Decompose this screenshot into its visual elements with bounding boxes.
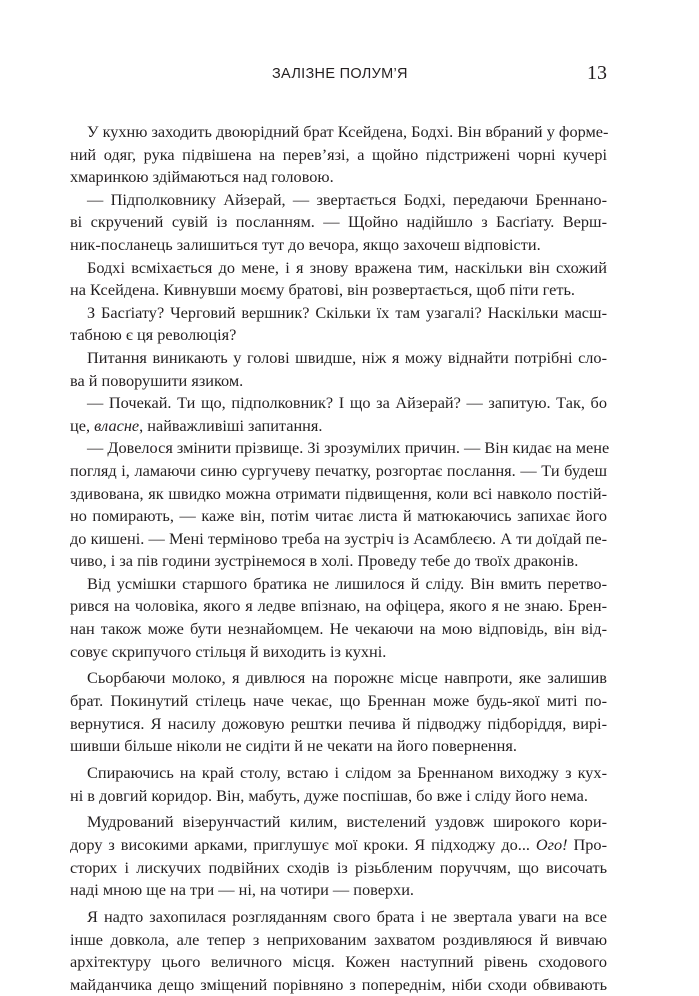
page-number: 13 xyxy=(587,62,607,84)
running-title: ЗАЛІЗНЕ ПОЛУМ’Я xyxy=(272,66,408,82)
body-text xyxy=(70,121,610,996)
text-line: чиво, і за пів години зустрінемося в холі. Проведу тебе до твоїх драконів. xyxy=(70,551,579,571)
text-line: ві скручений сувій із посланням. — Щойно надійшло з Басґіату. Верш- xyxy=(70,212,607,232)
paragraph xyxy=(70,667,607,757)
paragraph xyxy=(70,762,607,807)
text-line: Від усмішки старшого братика не лишилося й сліду. Він вмить перетво- xyxy=(87,573,607,593)
text-line: З Басґіату? Черговий вершник? Скільки їх там узагалі? Наскільки масш- xyxy=(87,302,607,322)
paragraph xyxy=(70,121,607,189)
text-line: Спираючись на край столу, встаю і слідом за Бреннаном виходжу з кух- xyxy=(87,763,607,782)
text-line: на Ксейдена. Кивнувши моєму братові, він розвертається, щоб піти геть. xyxy=(70,280,575,300)
paragraph xyxy=(70,906,607,996)
paragraph xyxy=(70,437,610,573)
page-header xyxy=(0,64,699,88)
text-line: ний одяг, рука підвішена на перев’язі, а щойно підстрижені чорні кучері xyxy=(70,144,607,164)
text-line: ні в довгий коридор. Він, мабуть, дуже поспішав, бо вже і сліду його нема. xyxy=(70,785,588,805)
text-line: но помирають, — каже він, потім читає листа й матюкаючись запихає його xyxy=(70,506,607,526)
text-line: — Почекай. Ти що, підполковник? І що за Айзерай? — запитую. Так, бо xyxy=(87,393,607,413)
paragraph xyxy=(70,392,607,437)
paragraph xyxy=(70,811,607,901)
paragraph xyxy=(70,302,607,347)
text-line: — Довелося змінити прізвище. Зі зрозумілих причин. — Він кидає на мене xyxy=(87,438,610,458)
text-line: ник-посланець залишиться тут до вечора, якщо захочеш відповісти. xyxy=(70,234,541,254)
text-line: рився на чоловіка, якого я ледве впізнаю, на офіцера, якого я не знаю. Брен- xyxy=(70,596,607,616)
text-line: Сьорбаючи молоко, я дивлюся на порожнє місце навпроти, яке залишив xyxy=(87,668,607,688)
text-line: У кухню заходить двоюрідний брат Ксейдена, Бодхі. Він вбраний у форме- xyxy=(87,122,609,141)
paragraph xyxy=(70,347,607,392)
text-line: совує скрипучого стільця й виходить із кухні. xyxy=(70,641,387,661)
text-line: Питання виникають у голові швидше, ніж я можу віднайти потрібні сло- xyxy=(87,347,607,367)
text-line: це, власне, найважливіші запитання. xyxy=(70,415,323,435)
text-line: здивована, як швидко можна отримати підвищення, коли всі навколо постій- xyxy=(70,483,607,503)
paragraph xyxy=(70,573,607,663)
paragraph xyxy=(70,189,607,257)
text-line: Я надто захопилася розгляданням свого брата і не звертала уваги на все xyxy=(87,906,607,926)
text-line: до кишені. — Мені терміново треба на зустріч із Асамблеєю. А ти доїдай пе- xyxy=(70,528,607,548)
text-line: сторих і лискучих подвійних сходів із різьбленим поруччям, що височать xyxy=(70,857,607,877)
emphasis: Ого! xyxy=(535,834,568,854)
text-line: інше довкола, але тепер з неприхованим захватом роздивляюся й вивчаю xyxy=(70,929,607,949)
text-line: шивши більше ніколи не сидіти й не чекати на його повернення. xyxy=(70,736,517,756)
text-line: табною є ця революція? xyxy=(70,325,237,345)
emphasis: власне xyxy=(94,415,140,435)
text-line: Мудрований візерунчастий килим, вистелений уздовж широкого кори- xyxy=(87,812,607,832)
text-line: вернутися. Я насилу дожовую рештки печива й підводжу підборіддя, вирі- xyxy=(70,713,607,733)
text-line: хмаринкою здіймаються над головою. xyxy=(70,167,334,187)
text-line: наді мною ще на три — ні, на чотири — поверхи. xyxy=(70,880,414,900)
text-line: — Підполковнику Айзерай, — звертається Бодхі, передаючи Бреннано- xyxy=(87,189,607,209)
text-line: нан також може бути незнайомцем. Не чекаючи на мою відповідь, він від- xyxy=(70,619,607,639)
text-line: брат. Покинутий стілець наче чекає, що Бреннан може будь-якої миті по- xyxy=(70,691,607,711)
paragraph xyxy=(70,257,607,302)
text-line: дору з високими арками, приглушує мої кроки. Я підходжу до... Ого! Про- xyxy=(70,834,607,854)
text-line: майданчика дещо зміщений порівняно з попереднім, ніби сходи обвивають xyxy=(70,974,607,994)
text-line: ва й поворушити язиком. xyxy=(70,370,244,390)
text-line: погляд і, ламаючи синю сургучеву печатку, розгортає послання. — Ти будеш xyxy=(70,460,607,480)
text-line: архітектуру цього величного місця. Кожен наступний рівень сходового xyxy=(70,952,607,972)
text-line: Бодхі всміхається до мене, і я знову вражена тим, наскільки він схожий xyxy=(87,257,607,277)
